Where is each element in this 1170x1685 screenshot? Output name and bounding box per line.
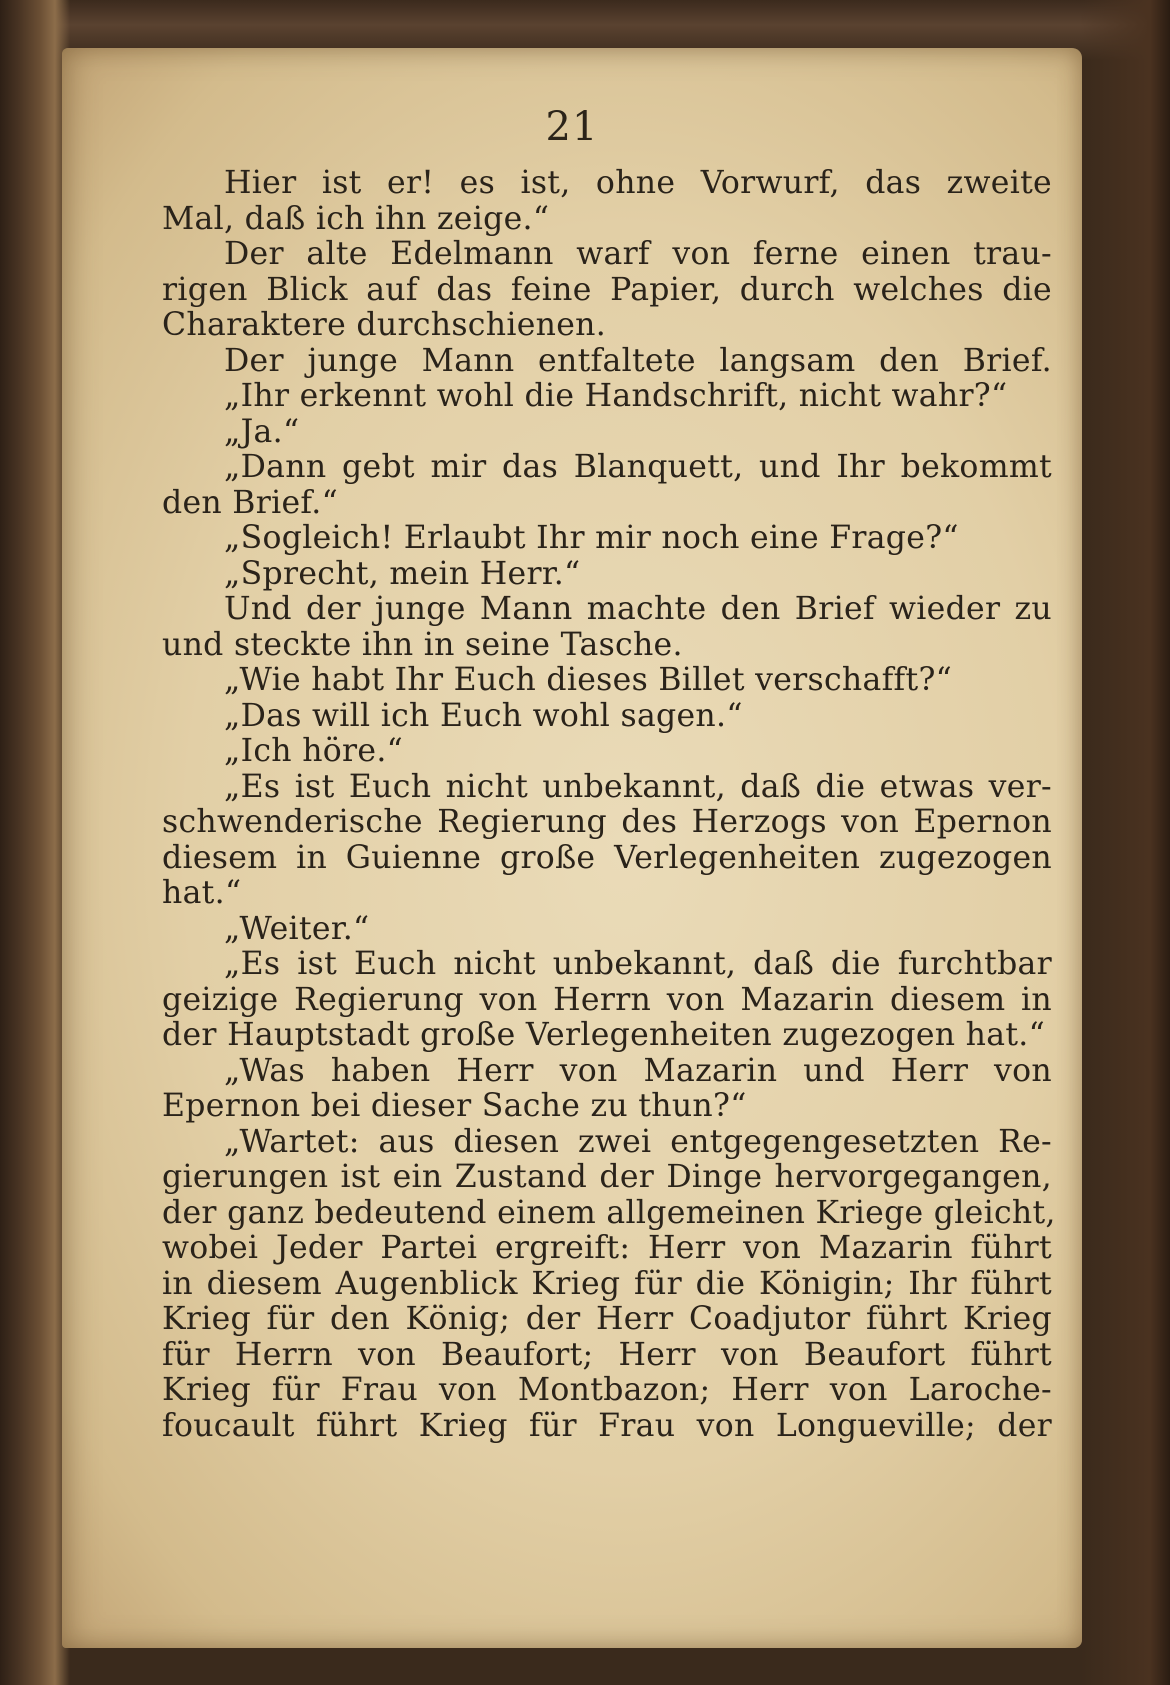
text-line: Der alte Edelmann warf von ferne einen trau- — [224, 236, 1052, 272]
text-line: foucault führt Krieg für Frau von Longueville; der — [162, 1407, 1052, 1444]
text-line: der Hauptstadt große Verlegenheiten zugezogen hat.“ — [162, 1017, 1046, 1053]
text-line: „Was haben Herr von Mazarin und Herr von — [224, 1052, 1052, 1089]
text-line: Charaktere durchschienen. — [162, 307, 607, 343]
text-line: schwenderische Regierung des Herzogs von Epernon — [162, 804, 1052, 840]
text-line: der ganz bedeutend einem allgemeinen Kriege gleicht, — [162, 1194, 1056, 1231]
text-line: „Ich höre.“ — [224, 733, 404, 769]
text-line: „Ja.“ — [224, 413, 300, 450]
page-text — [162, 165, 1056, 1444]
text-line: Epernon bei dieser Sache zu thun?“ — [162, 1088, 747, 1124]
text-line: „Es ist Euch nicht unbekannt, daß die furchtbar — [224, 946, 1052, 982]
text-line: Krieg für Frau von Montbazon; Herr von Laroche- — [162, 1372, 1052, 1408]
text-line: Der junge Mann entfaltete langsam den Brief. — [224, 342, 1052, 379]
text-line: Und der junge Mann machte den Brief wieder zu — [224, 591, 1052, 627]
book-cover-edge — [1080, 0, 1170, 1685]
text-line: Hier ist er! es ist, ohne Vorwurf, das zweite — [224, 165, 1052, 201]
text-line: in diesem Augenblick Krieg für die Königin; Ihr führt — [162, 1265, 1052, 1302]
text-line: „Ihr erkennt wohl die Handschrift, nicht wahr?“ — [224, 378, 1008, 414]
text-line: „Das will ich Euch wohl sagen.“ — [224, 697, 743, 734]
text-line: „Wie habt Ihr Euch dieses Billet verschafft?“ — [224, 662, 953, 698]
book-page — [62, 48, 1082, 1648]
text-line: Mal, daß ich ihn zeige.“ — [162, 200, 550, 237]
text-line: wobei Jeder Partei ergreift: Herr von Mazarin führt — [162, 1230, 1052, 1266]
text-line: „Dann gebt mir das Blanquett, und Ihr bekommt — [224, 449, 1052, 485]
text-line: für Herrn von Beaufort; Herr von Beaufort führt — [162, 1336, 1052, 1373]
page-number: 21 — [545, 104, 599, 150]
text-line: und steckte ihn in seine Tasche. — [162, 626, 683, 663]
text-line: „Es ist Euch nicht unbekannt, daß die etwas ver- — [224, 768, 1052, 805]
text-line: diesem in Guienne große Verlegenheiten zugezogen — [162, 839, 1052, 876]
text-line: geizige Regierung von Herrn von Mazarin diesem in — [162, 981, 1052, 1018]
text-line: gierungen ist ein Zustand der Dinge hervorgegangen, — [162, 1159, 1052, 1195]
text-line: „Sogleich! Erlaubt Ihr mir noch eine Frage?“ — [224, 520, 959, 556]
text-line: „Wartet: aus diesen zwei entgegengesetzten Re- — [224, 1123, 1052, 1160]
text-line: den Brief.“ — [162, 484, 338, 521]
text-line: Krieg für den König; der Herr Coadjutor führt Krieg — [162, 1301, 1052, 1337]
text-line: rigen Blick auf das feine Papier, durch welches die — [162, 271, 1052, 308]
text-line: hat.“ — [162, 875, 242, 911]
text-line: „Weiter.“ — [224, 910, 370, 947]
text-line: „Sprecht, mein Herr.“ — [224, 555, 581, 592]
